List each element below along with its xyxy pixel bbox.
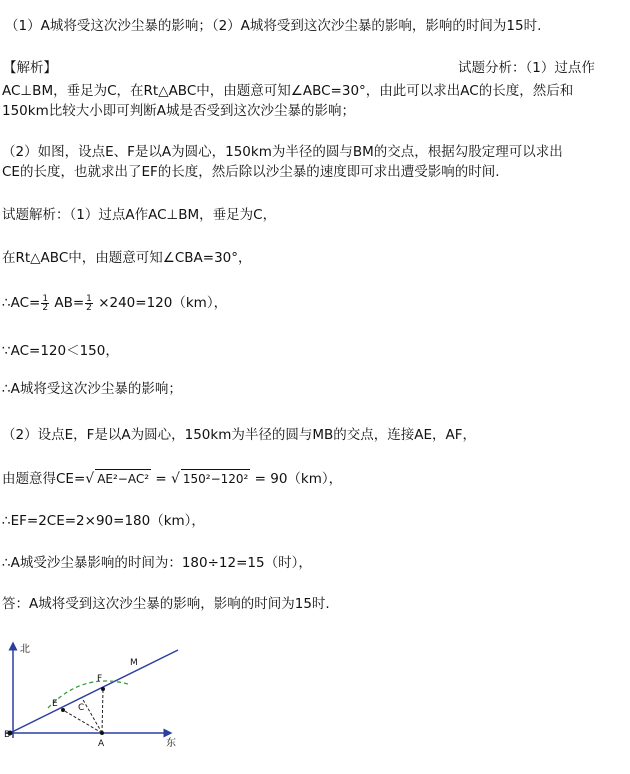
ce-prefix: 由题意得CE= xyxy=(2,471,86,487)
sqrt-ae-ac: AE²−AC² xyxy=(95,469,151,488)
label-f: F xyxy=(97,674,103,684)
ac-result: ×240=120（km）， xyxy=(93,295,228,311)
solution-line-2: 在Rt△ABC中，由题意可知∠CBA=30°， xyxy=(2,250,252,266)
label-a: A xyxy=(98,739,105,749)
label-c: C xyxy=(78,703,85,713)
solution-line-10: 答：A城将受到这次沙尘暴的影响，影响的时间为15时. xyxy=(2,596,330,612)
jiexi-label: 【解析】 xyxy=(3,60,57,76)
fraction-num: 1 xyxy=(86,293,92,304)
point-a xyxy=(100,731,104,735)
label-b: B xyxy=(4,730,11,740)
fraction-den: 2 xyxy=(42,302,49,313)
point-e xyxy=(61,708,65,712)
solution-line-6: （2）设点E，F是以A为圆心，150km为半径的圆与MB的交点，连接AE，AF， xyxy=(2,427,477,443)
solution-line-9: ∴A城受沙尘暴影响的时间为：180÷12=15（时）， xyxy=(2,555,312,571)
fraction-den: 2 xyxy=(86,302,92,313)
label-east: 东 xyxy=(166,738,176,749)
sqrt-symbol: √ xyxy=(85,471,95,487)
solution-line-4: ∵AC=120＜150， xyxy=(2,343,119,359)
geometry-figure xyxy=(0,634,200,774)
solution-line-5: ∴A城将受这次沙尘暴的影响； xyxy=(2,381,182,397)
segment-ac xyxy=(82,698,102,733)
analysis-line-4: （2）如图，设点E、F是以A为圆心，150km为半径的圆与BM的交点，根据勾股定理可以求出 xyxy=(2,144,563,160)
ac-prefix: ∴AC= xyxy=(2,295,41,311)
analysis-line-5: CE的长度，也就求出了EF的长度，然后除以沙尘暴的速度即可求出遭受影响的时间. xyxy=(2,164,500,180)
solution-line-7 xyxy=(2,469,342,488)
solution-line-1: 试题解析：（1）过点A作AC⊥BM，垂足为C， xyxy=(2,207,277,223)
segment-af xyxy=(102,689,103,733)
ab-text: AB= xyxy=(50,295,85,311)
fraction-half-1 xyxy=(41,295,49,312)
fraction-half-2 xyxy=(85,295,93,312)
label-e: E xyxy=(52,699,58,709)
ce-result: = 90（km）， xyxy=(250,471,343,487)
analysis-line-3: 150km比较大小即可判断A城是否受到这次沙尘暴的影响； xyxy=(2,103,355,119)
analysis-label: 试题分析：（1）过点作 xyxy=(458,60,595,76)
sqrt-150-120: 150²−120² xyxy=(181,469,250,488)
path-bm xyxy=(10,650,178,733)
point-f xyxy=(101,687,105,691)
segment-ae xyxy=(63,710,102,733)
sqrt-symbol: √ xyxy=(170,471,180,487)
answer-summary: （1）A城将受这次沙尘暴的影响；（2）A城将受到这次沙尘暴的影响，影响的时间为15时. xyxy=(5,18,542,34)
label-north: 北 xyxy=(20,644,30,655)
solution-line-3 xyxy=(2,294,227,312)
solution-line-8: ∴EF=2CE=2×90=180（km）， xyxy=(2,513,205,529)
label-m: M xyxy=(130,658,138,668)
fraction-num: 1 xyxy=(42,293,49,304)
analysis-line-2: AC⊥BM，垂足为C，在Rt△ABC中，由题意可知∠ABC=30°，由此可以求出AC的长度，然后和 xyxy=(2,83,574,99)
equals-sign: = xyxy=(151,471,171,487)
